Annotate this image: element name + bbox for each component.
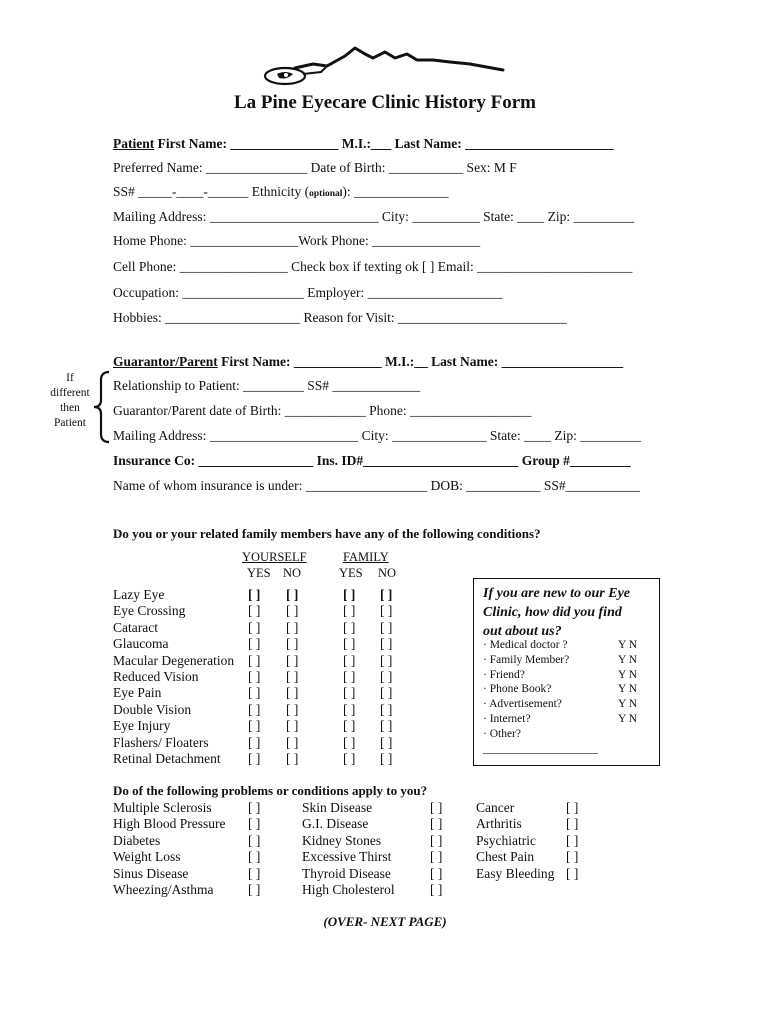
family-header: FAMILY [343,550,389,564]
problem-label: High Blood Pressure [113,816,226,832]
problem-checkbox[interactable]: [ ] [566,800,579,815]
problem-label: Easy Bleeding [476,865,555,881]
insurance-line[interactable]: Insurance Co: _________________ Ins. ID#_______________________ Group #_________ [113,453,631,468]
conditions-question: Do you or your related family members have any of the following conditions? [113,526,541,541]
problem-label: Thyroid Disease [302,865,391,881]
problem-checkbox[interactable]: [ ] [566,832,579,848]
condition-label: Lazy Eye [113,587,165,602]
guarantor-relationship-line[interactable]: Relationship to Patient: _________ SS# _____________ [113,378,421,393]
family-yes-checkbox[interactable]: [ ] [343,685,356,701]
family-yes-checkbox[interactable]: [ ] [343,751,356,766]
family-yes-checkbox[interactable]: [ ] [343,669,356,684]
family-yes-header: YES [339,566,363,580]
ethnicity-field: ): ______________ [342,184,449,199]
yourself-yes-checkbox[interactable]: [ ] [248,619,261,635]
patient-line[interactable]: Cell Phone: ________________ Check box if texting ok [ ] Email: _______________________ [113,259,633,274]
referral-yes-no[interactable]: Y N [618,668,638,681]
problem-label: Excessive Thirst [302,849,392,865]
yourself-no-checkbox[interactable]: [ ] [286,669,299,684]
problem-label: Weight Loss [113,849,181,865]
family-yes-checkbox[interactable]: [ ] [343,652,356,668]
problem-label: Sinus Disease [113,865,189,881]
family-no-checkbox[interactable]: [ ] [380,701,393,717]
yourself-no-checkbox[interactable]: [ ] [286,685,299,701]
problem-checkbox[interactable]: [ ] [430,800,443,815]
problem-checkbox[interactable]: [ ] [430,849,443,865]
yourself-no-header: NO [283,566,302,580]
guarantor-dob-line[interactable]: Guarantor/Parent date of Birth: ____________ Phone: __________________ [113,403,532,418]
family-no-checkbox[interactable]: [ ] [380,669,393,684]
family-yes-checkbox[interactable]: [ ] [343,636,356,652]
family-yes-checkbox[interactable]: [ ] [343,587,356,602]
yourself-yes-checkbox[interactable]: [ ] [248,685,261,701]
family-yes-checkbox[interactable]: [ ] [343,701,356,717]
problem-checkbox[interactable]: [ ] [248,865,261,881]
condition-label: Cataract [113,619,158,635]
curly-brace [92,370,112,444]
referral-yes-no[interactable]: Y N [618,639,638,651]
condition-label: Reduced Vision [113,669,199,684]
form-title: La Pine Eyecare Clinic History Form [233,92,536,113]
yourself-no-checkbox[interactable]: [ ] [286,652,299,668]
yourself-no-checkbox[interactable]: [ ] [286,636,299,652]
referral-option: · Medical doctor ? [483,639,568,651]
referral-option: · Internet? [483,713,531,725]
guarantor-header [113,354,623,370]
problem-checkbox[interactable]: [ ] [430,865,443,881]
referral-option: · Advertisement? [483,698,562,711]
condition-label: Flashers/ Floaters [113,734,209,750]
family-yes-checkbox[interactable]: [ ] [343,718,356,734]
problem-checkbox[interactable]: [ ] [430,832,443,848]
family-yes-checkbox[interactable]: [ ] [343,734,356,750]
bracket-note [44,371,96,431]
problem-label: Cancer [476,800,515,815]
patient-name-fields: First Name: ________________ M.I.:___ Last Name: ______________________ [154,136,614,151]
problem-label: Psychiatric [476,832,536,848]
problem-checkbox[interactable]: [ ] [430,882,443,897]
yourself-no-checkbox[interactable]: [ ] [286,751,299,766]
patient-line[interactable] [113,136,614,152]
referral-box [473,578,660,766]
yourself-yes-checkbox[interactable]: [ ] [248,718,261,734]
yourself-no-checkbox[interactable]: [ ] [286,718,299,734]
yourself-yes-checkbox[interactable]: [ ] [248,587,261,602]
patient-line[interactable]: Home Phone: ________________Work Phone: ________________ [113,233,481,248]
patient-line[interactable] [113,184,449,200]
guarantor-header-fields: First Name: _____________ M.I.:__ Last Name: __________________ [217,354,624,369]
condition-label: Glaucoma [113,636,169,652]
referral-yes-no[interactable]: Y N [618,653,638,666]
family-no-checkbox[interactable]: [ ] [380,587,393,602]
condition-label: Eye Pain [113,685,162,701]
problem-checkbox[interactable]: [ ] [248,882,261,897]
yourself-no-checkbox[interactable]: [ ] [286,701,299,717]
bracket-note-line: Patient [54,417,86,429]
yourself-yes-checkbox[interactable]: [ ] [248,636,261,652]
bracket-note-line: If [66,372,74,384]
problem-checkbox[interactable]: [ ] [248,816,261,832]
referral-question [483,584,630,641]
yourself-yes-checkbox[interactable]: [ ] [248,603,261,619]
guarantor-label: Guarantor/Parent [113,354,218,369]
family-no-checkbox[interactable]: [ ] [380,603,393,619]
problem-checkbox[interactable]: [ ] [566,849,579,865]
condition-label: Retinal Detachment [113,751,221,766]
family-no-header: NO [378,566,397,580]
problem-label: Arthritis [476,816,522,832]
problem-label: Wheezing/Asthma [113,882,214,897]
patient-line[interactable]: Hobbies: ____________________ Reason for Visit: _________________________ [113,310,567,325]
problem-checkbox[interactable]: [ ] [566,816,579,832]
referral-question-line: If you are new to our Eye [483,586,630,601]
bracket-note-line: then [60,402,80,414]
problem-checkbox[interactable]: [ ] [248,832,261,848]
problem-label: Chest Pain [476,849,535,865]
yourself-yes-checkbox[interactable]: [ ] [248,701,261,717]
referral-option: · Phone Book? [483,683,552,696]
family-no-checkbox[interactable]: [ ] [380,636,393,652]
problem-label: High Cholesterol [302,882,395,897]
condition-label: Macular Degeneration [113,652,235,668]
condition-label: Eye Crossing [113,603,186,619]
referral-option: · Other? [483,727,521,740]
family-no-checkbox[interactable]: [ ] [380,734,393,750]
patient-label: Patient [113,136,155,151]
family-yes-checkbox[interactable]: [ ] [343,603,356,619]
condition-label: Eye Injury [113,718,171,734]
yourself-yes-checkbox[interactable]: [ ] [248,669,261,684]
yourself-no-checkbox[interactable]: [ ] [286,734,299,750]
problems-question: Do of the following problems or conditions apply to you? [113,783,428,798]
yourself-no-checkbox[interactable]: [ ] [286,619,299,635]
referral-question-line: out about us? [483,624,562,639]
family-no-checkbox[interactable]: [ ] [380,619,393,635]
problem-label: G.I. Disease [302,816,369,832]
yourself-yes-checkbox[interactable]: [ ] [248,652,261,668]
problem-checkbox[interactable]: [ ] [566,865,579,881]
problem-label: Skin Disease [302,800,373,815]
referral-option: · Friend? [483,668,525,681]
referral-yes-no[interactable]: Y N [618,713,638,725]
yourself-yes-checkbox[interactable]: [ ] [248,751,261,766]
problem-checkbox[interactable]: [ ] [248,849,261,865]
referral-option: · Family Member? [483,653,570,666]
family-no-checkbox[interactable]: [ ] [380,652,393,668]
problem-label: Kidney Stones [302,832,382,848]
condition-label: Double Vision [113,701,192,717]
referral-other-line[interactable]: ____________________ [483,743,598,755]
family-no-checkbox[interactable]: [ ] [380,685,393,701]
problem-label: Multiple Sclerosis [113,800,212,815]
referral-yes-no[interactable]: Y N [618,683,638,696]
footer-next-page: (OVER- NEXT PAGE) [323,914,447,929]
yourself-no-checkbox[interactable]: [ ] [286,587,299,602]
problem-checkbox[interactable]: [ ] [248,800,261,815]
yourself-header: YOURSELF [242,550,307,564]
family-no-checkbox[interactable]: [ ] [380,751,393,766]
problem-checkbox[interactable]: [ ] [430,816,443,832]
yourself-yes-checkbox[interactable]: [ ] [248,734,261,750]
patient-line[interactable]: Occupation: __________________ Employer: ____________________ [113,285,503,300]
referral-question-line: Clinic, how did you find [483,605,622,620]
yourself-yes-header: YES [247,566,271,580]
problem-label: Diabetes [113,832,161,848]
patient-line[interactable]: Preferred Name: _______________ Date of Birth: ___________ Sex: M F [113,160,517,175]
ss-ethnicity-text: SS# _____-____-______ Ethnicity ( [113,184,310,199]
clinic-logo [255,44,510,96]
insured-name-line[interactable]: Name of whom insurance is under: __________________ DOB: ___________ SS#___________ [113,478,640,493]
patient-line[interactable]: Mailing Address: _________________________ City: __________ State: ____ Zip: _________ [113,209,635,224]
family-yes-checkbox[interactable]: [ ] [343,619,356,635]
optional-note: optional [309,189,343,199]
guarantor-address-line[interactable]: Mailing Address: ______________________ City: ______________ State: ____ Zip: _________ [113,428,641,443]
yourself-no-checkbox[interactable]: [ ] [286,603,299,619]
referral-yes-no[interactable]: Y N [618,698,638,711]
family-no-checkbox[interactable]: [ ] [380,718,393,734]
bracket-note-line: different [50,387,90,399]
